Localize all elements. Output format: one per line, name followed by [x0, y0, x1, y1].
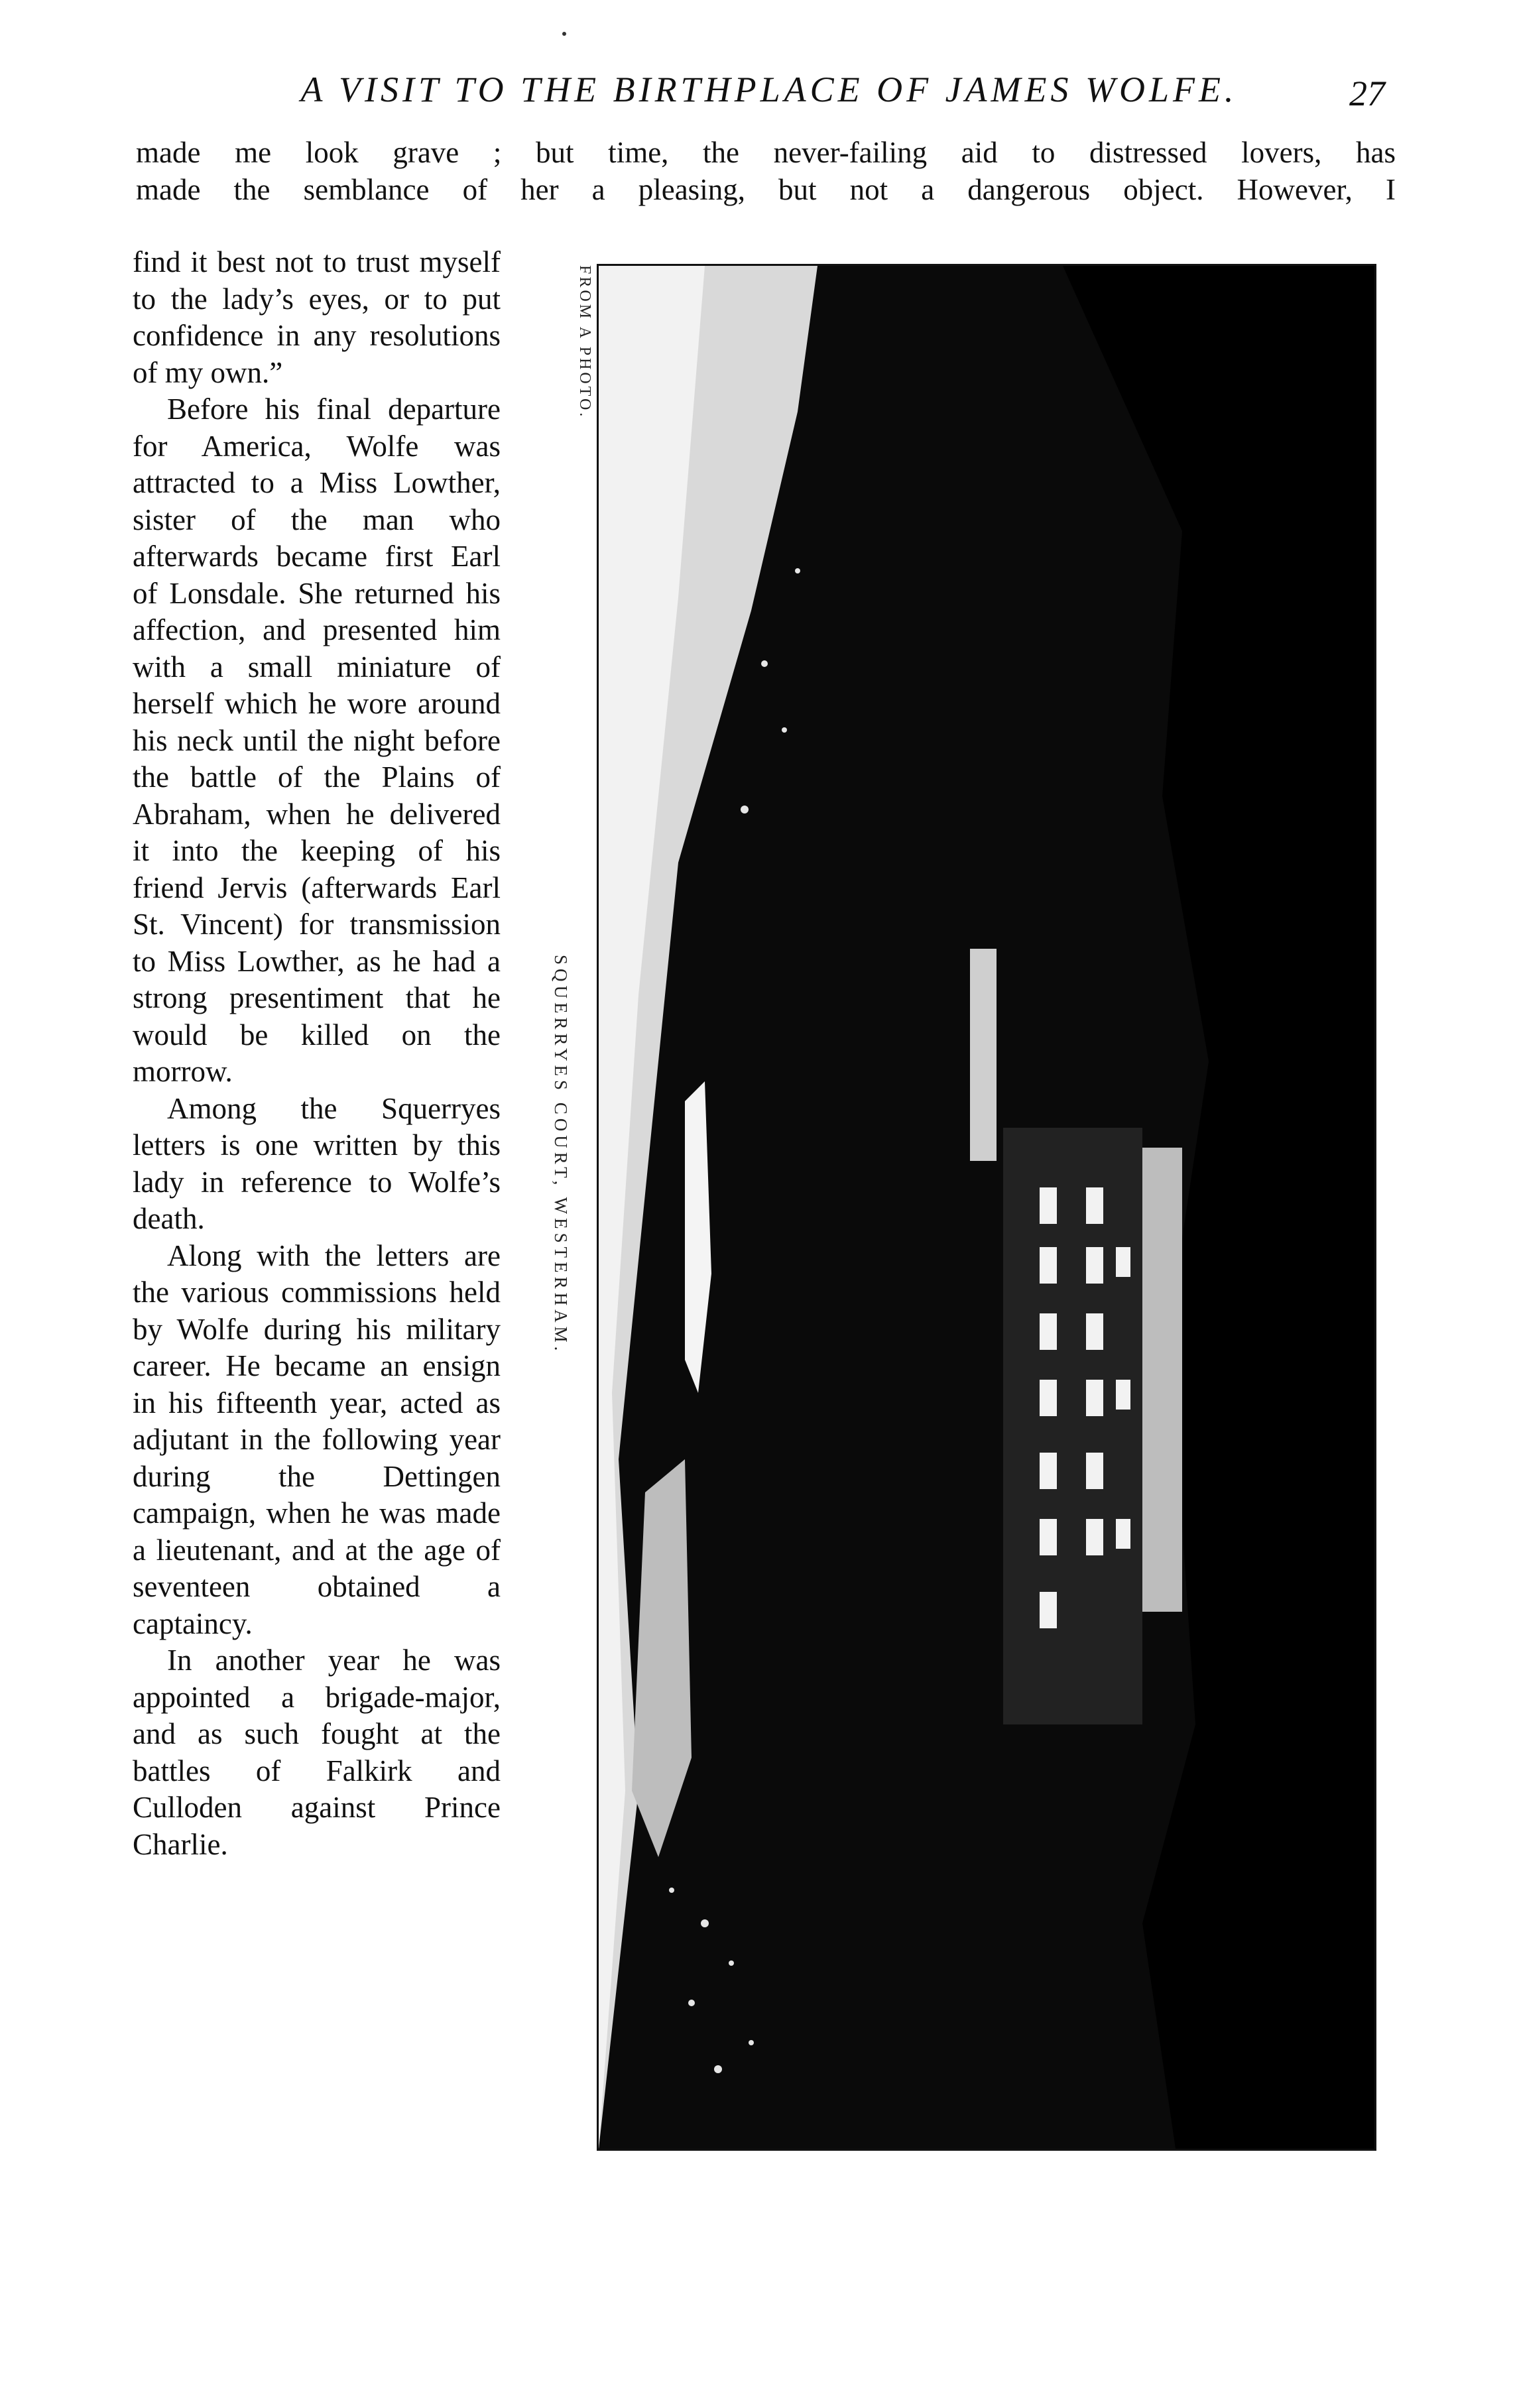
- text-column: [133, 244, 501, 1863]
- text-line: made me look grave ; but time, the never-failing aid to distressed lovers, has: [136, 136, 1396, 169]
- page-number: 27: [1349, 74, 1385, 113]
- photograph-plate: [597, 264, 1376, 2151]
- printer-mark: [562, 32, 566, 36]
- paragraph: Before his final departure for America, Wolfe was attracted to a Miss Lowther, sister of the man who afterwards became first Earl of Lonsdale. She returned his affection, and presented him with a small miniature of herself which he wore around his neck until the night before the battle of the Plains of Abraham, when he delivered it into the keeping of his friend Jervis (afterwards Earl St. Vincent) for transmission to Miss Lowther, as he had a strong presentiment that he would be killed on the morrow.: [133, 392, 501, 1088]
- continued-paragraph: [136, 134, 1396, 208]
- running-title: A VISIT TO THE BIRTHPLACE OF JAMES WOLFE.: [300, 70, 1238, 109]
- photo-caption: SQUERRYES COURT, WESTERHAM.: [551, 955, 571, 1355]
- paragraph: Among the Squerryes letters is one written by this lady in reference to Wolfe’s death.: [133, 1091, 501, 1235]
- photo-credit: FROM A PHOTO.: [576, 265, 593, 420]
- paragraph: find it best not to trust myself to the lady’s eyes, or to put confidence in any resolutions of my own.”: [133, 245, 501, 389]
- text-line: made the semblance of her a pleasing, but not a dangerous object. However, I: [136, 173, 1396, 206]
- house-photograph: [599, 266, 1374, 2149]
- paragraph: In another year he was appointed a brigade-major, and as such fought at the battles of Falkirk and Culloden against Prince Charlie.: [133, 1644, 501, 1861]
- paragraph: Along with the letters are the various commissions held by Wolfe during his military career. He became an ensign in his fifteenth year, acted as adjutant in the following year during the Dettingen campaign, when he was made a lieutenant, and at the age of seventeen obtained a captaincy.: [133, 1238, 501, 1640]
